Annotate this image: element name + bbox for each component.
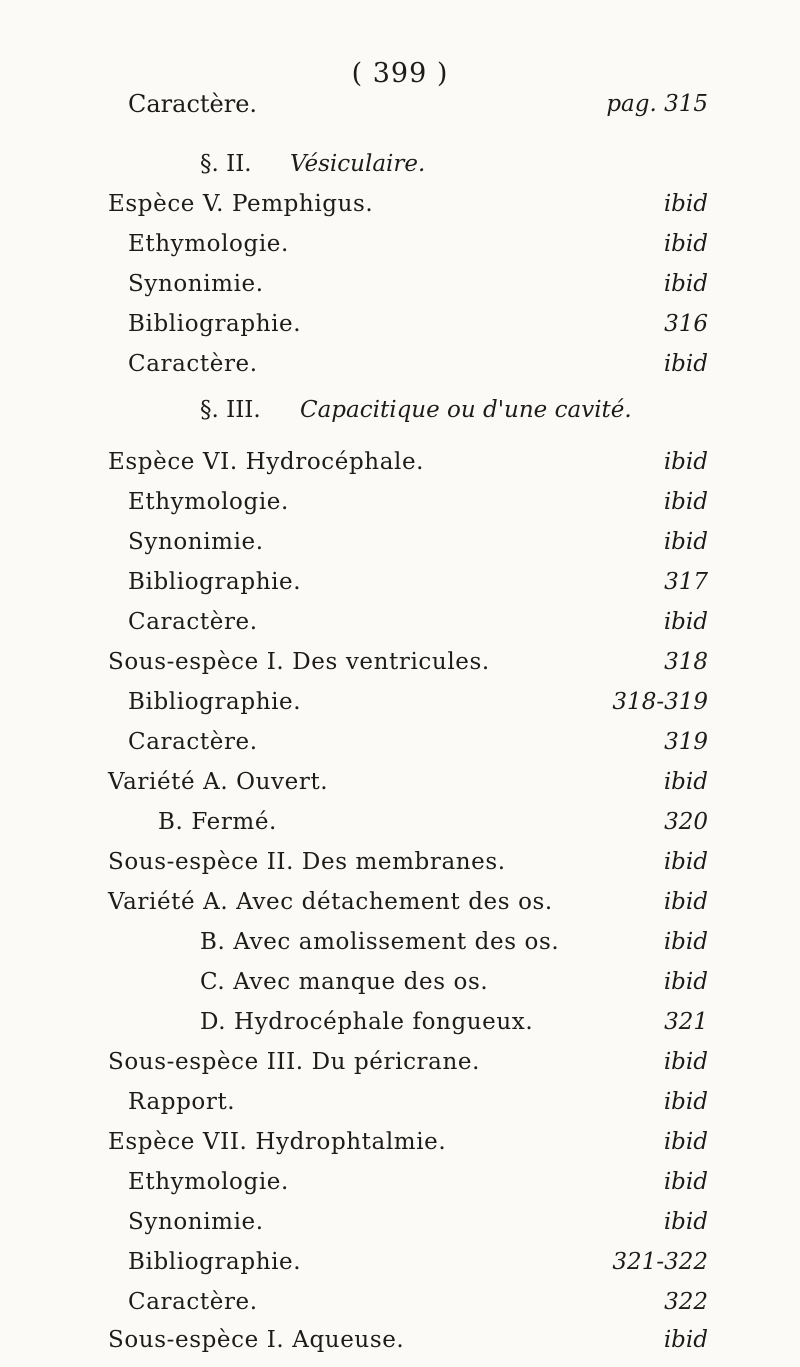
- entry-label: Ethymologie.: [128, 231, 289, 257]
- index-entry: [0, 442, 800, 482]
- index-entry: [0, 682, 800, 722]
- entry-page-ref: 316: [664, 311, 708, 337]
- entry-label: Caractère.: [128, 351, 258, 377]
- entry-label: Synonimie.: [128, 529, 264, 555]
- index-entry: [0, 722, 800, 762]
- entry-label: D. Hydrocéphale fongueux.: [200, 1009, 534, 1035]
- entry-page-ref: ibid: [663, 529, 708, 555]
- entry-page-ref: 319: [664, 729, 708, 755]
- entry-page-ref: ibid: [663, 1327, 708, 1353]
- entry-label: Sous-espèce II. Des membranes.: [108, 849, 506, 875]
- entry-label: Bibliographie.: [128, 1249, 302, 1275]
- entry-page-ref: 321: [664, 1009, 708, 1035]
- entry-page-ref: 318: [664, 649, 708, 675]
- index-entry: [0, 1242, 800, 1282]
- entry-page-ref: ibid: [663, 889, 708, 915]
- index-entry: [0, 184, 800, 224]
- index-entry: [0, 762, 800, 802]
- index-entry: [0, 882, 800, 922]
- entry-label: Espèce V. Pemphigus.: [108, 191, 374, 217]
- index-entry: [0, 1042, 800, 1082]
- entry-page-ref: ibid: [663, 849, 708, 875]
- entry-label: Caractère.: [128, 1289, 258, 1315]
- index-entry: [0, 264, 800, 304]
- entry-label: Sous-espèce I. Des ventricules.: [108, 649, 490, 675]
- entry-label: Ethymologie.: [128, 1169, 289, 1195]
- index-entry: [0, 1202, 800, 1242]
- entry-label: Bibliographie.: [128, 689, 302, 715]
- section-number: §. II.: [200, 151, 252, 177]
- entry-label: Caractère.: [128, 609, 258, 635]
- index-entry: [0, 304, 800, 344]
- index-entry: [0, 1282, 800, 1322]
- entry-label: Rapport.: [128, 1089, 236, 1115]
- section-heading: [0, 390, 800, 430]
- index-entry: [0, 1002, 800, 1042]
- entry-page-ref: 320: [664, 809, 708, 835]
- index-entry: [0, 224, 800, 264]
- entry-label: Synonimie.: [128, 271, 264, 297]
- entry-page-ref: 322: [664, 1289, 708, 1315]
- entry-label: Ethymologie.: [128, 489, 289, 515]
- entry-page-ref: ibid: [663, 191, 708, 217]
- entry-label: Synonimie.: [128, 1209, 264, 1235]
- page-number: ( 399 ): [351, 58, 449, 89]
- section-name: Vésiculaire.: [290, 151, 426, 177]
- entry-label: Sous-espèce I. Aqueuse.: [108, 1327, 405, 1353]
- entry-page-ref: ibid: [663, 271, 708, 297]
- entry-page-ref: ibid: [663, 609, 708, 635]
- entry-page-ref: ibid: [663, 231, 708, 257]
- index-entry: [0, 1082, 800, 1122]
- entry-page-ref: ibid: [663, 351, 708, 377]
- index-entry: [0, 1162, 800, 1202]
- entry-page-ref: ibid: [663, 769, 708, 795]
- entry-label: Bibliographie.: [128, 569, 302, 595]
- entry-label: Sous-espèce III. Du péricrane.: [108, 1049, 480, 1075]
- section-name: Capacitique ou d'une cavité.: [300, 397, 632, 423]
- entry-page-ref: ibid: [663, 1169, 708, 1195]
- entry-label: Espèce VII. Hydrophtalmie.: [108, 1129, 447, 1155]
- entry-page-ref: ibid: [663, 1129, 708, 1155]
- entry-page-ref: ibid: [663, 489, 708, 515]
- index-entry: [0, 522, 800, 562]
- index-entry: [0, 602, 800, 642]
- entry-page-ref: ibid: [663, 1089, 708, 1115]
- entry-page-ref: ibid: [663, 969, 708, 995]
- entry-label: B. Avec amolissement des os.: [200, 929, 560, 955]
- entry-page-ref: ibid: [663, 449, 708, 475]
- entry-label: C. Avec manque des os.: [200, 969, 489, 995]
- entry-label: Espèce VI. Hydrocéphale.: [108, 449, 425, 475]
- entry-page-ref: ibid: [663, 1209, 708, 1235]
- index-entry: [0, 482, 800, 522]
- entry-label: Variété A. Avec détachement des os.: [108, 889, 553, 915]
- index-entry: [0, 962, 800, 1002]
- index-entry: [0, 562, 800, 602]
- entry-label: Bibliographie.: [128, 311, 302, 337]
- entry-page-ref: ibid: [663, 1049, 708, 1075]
- entry-label: B. Fermé.: [158, 809, 277, 835]
- index-entry: [0, 842, 800, 882]
- index-entry: [0, 802, 800, 842]
- index-entry: [0, 344, 800, 384]
- entry-label: Variété A. Ouvert.: [108, 769, 329, 795]
- entry-page-ref: pag. 315: [606, 91, 708, 117]
- entry-page-ref: ibid: [663, 929, 708, 955]
- entry-page-ref: 318-319: [612, 689, 708, 715]
- index-entry: [0, 642, 800, 682]
- entry-label: Caractère.: [128, 729, 258, 755]
- index-entry: [0, 1320, 800, 1360]
- entry-page-ref: 317: [664, 569, 708, 595]
- index-entry: [0, 1122, 800, 1162]
- section-number: §. III.: [200, 397, 261, 423]
- entry-label: Caractère.: [128, 90, 258, 118]
- entry-page-ref: 321-322: [612, 1249, 708, 1275]
- section-heading: [0, 144, 800, 184]
- index-entry: [0, 922, 800, 962]
